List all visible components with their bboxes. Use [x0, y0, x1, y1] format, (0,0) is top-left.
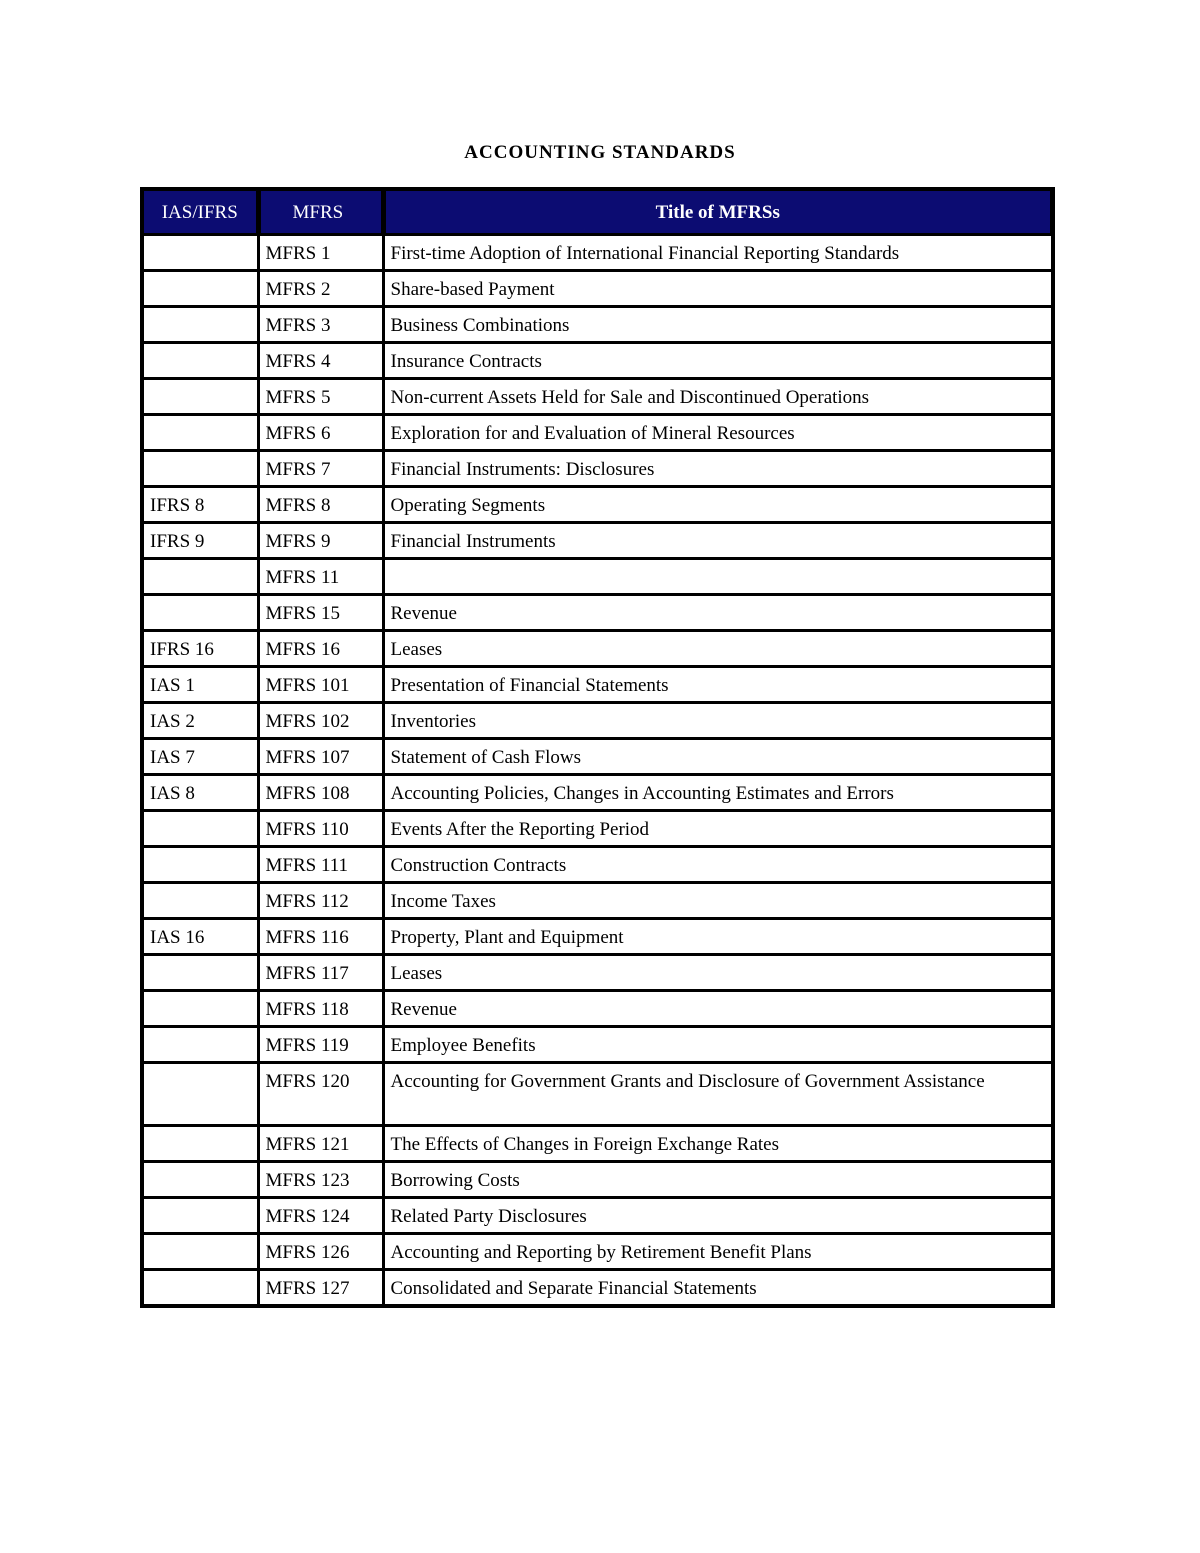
- mfrs-cell: MFRS 7: [258, 451, 383, 487]
- mfrs-title-cell: First-time Adoption of International Financial Reporting Standards: [383, 235, 1053, 271]
- mfrs-cell: MFRS 111: [258, 847, 383, 883]
- table-row: [142, 379, 1053, 415]
- mfrs-cell: MFRS 107: [258, 739, 383, 775]
- mfrs-cell: MFRS 112: [258, 883, 383, 919]
- mfrs-cell: MFRS 11: [258, 559, 383, 595]
- mfrs-title-cell: Presentation of Financial Statements: [383, 667, 1053, 703]
- ias-ifrs-cell: [142, 343, 258, 379]
- mfrs-cell: MFRS 8: [258, 487, 383, 523]
- ias-ifrs-cell: [142, 847, 258, 883]
- ias-ifrs-cell: [142, 271, 258, 307]
- mfrs-cell: MFRS 127: [258, 1270, 383, 1307]
- ias-ifrs-cell: [142, 883, 258, 919]
- mfrs-cell: MFRS 9: [258, 523, 383, 559]
- ias-ifrs-cell: IAS 8: [142, 775, 258, 811]
- mfrs-cell: MFRS 6: [258, 415, 383, 451]
- mfrs-title-cell: Accounting and Reporting by Retirement Benefit Plans: [383, 1234, 1053, 1270]
- mfrs-title-cell: Statement of Cash Flows: [383, 739, 1053, 775]
- table-row: [142, 487, 1053, 523]
- ias-ifrs-cell: IFRS 9: [142, 523, 258, 559]
- table-row: [142, 883, 1053, 919]
- ias-ifrs-cell: [142, 559, 258, 595]
- table-row: [142, 739, 1053, 775]
- mfrs-cell: MFRS 123: [258, 1162, 383, 1198]
- ias-ifrs-cell: [142, 415, 258, 451]
- table-row: [142, 991, 1053, 1027]
- header-row: [142, 189, 1053, 235]
- mfrs-title-cell: Revenue: [383, 595, 1053, 631]
- table-row: [142, 703, 1053, 739]
- table-row: [142, 1027, 1053, 1063]
- ias-ifrs-cell: IAS 2: [142, 703, 258, 739]
- mfrs-title-cell: Revenue: [383, 991, 1053, 1027]
- ias-ifrs-cell: [142, 1162, 258, 1198]
- ias-ifrs-cell: [142, 235, 258, 271]
- table-row: [142, 1063, 1053, 1126]
- ias-ifrs-cell: [142, 307, 258, 343]
- mfrs-cell: MFRS 3: [258, 307, 383, 343]
- mfrs-title-cell: Insurance Contracts: [383, 343, 1053, 379]
- mfrs-title-cell: Accounting for Government Grants and Disclosure of Government Assistance: [383, 1063, 1053, 1126]
- mfrs-cell: MFRS 118: [258, 991, 383, 1027]
- mfrs-cell: MFRS 5: [258, 379, 383, 415]
- mfrs-cell: MFRS 124: [258, 1198, 383, 1234]
- mfrs-cell: MFRS 116: [258, 919, 383, 955]
- header-mfrs: MFRS: [258, 189, 383, 235]
- mfrs-title-cell: Events After the Reporting Period: [383, 811, 1053, 847]
- mfrs-title-cell: Accounting Policies, Changes in Accounting Estimates and Errors: [383, 775, 1053, 811]
- table-row: [142, 415, 1053, 451]
- table-row: [142, 559, 1053, 595]
- mfrs-title-cell: Borrowing Costs: [383, 1162, 1053, 1198]
- mfrs-cell: MFRS 15: [258, 595, 383, 631]
- table-row: [142, 523, 1053, 559]
- table-row: [142, 1126, 1053, 1162]
- ias-ifrs-cell: IAS 7: [142, 739, 258, 775]
- ias-ifrs-cell: IAS 16: [142, 919, 258, 955]
- table-row: [142, 775, 1053, 811]
- ias-ifrs-cell: [142, 1234, 258, 1270]
- mfrs-title-cell: Employee Benefits: [383, 1027, 1053, 1063]
- mfrs-title-cell: Exploration for and Evaluation of Mineral Resources: [383, 415, 1053, 451]
- table-row: [142, 1270, 1053, 1307]
- ias-ifrs-cell: [142, 595, 258, 631]
- mfrs-cell: MFRS 4: [258, 343, 383, 379]
- mfrs-title-cell: Non-current Assets Held for Sale and Discontinued Operations: [383, 379, 1053, 415]
- table-row: [142, 1162, 1053, 1198]
- table-row: [142, 919, 1053, 955]
- mfrs-title-cell: Leases: [383, 955, 1053, 991]
- mfrs-title-cell: Business Combinations: [383, 307, 1053, 343]
- ias-ifrs-cell: [142, 811, 258, 847]
- mfrs-title-cell: Construction Contracts: [383, 847, 1053, 883]
- mfrs-title-cell: Operating Segments: [383, 487, 1053, 523]
- ias-ifrs-cell: [142, 991, 258, 1027]
- page-title: ACCOUNTING STANDARDS: [464, 142, 736, 163]
- table-row: [142, 631, 1053, 667]
- ias-ifrs-cell: [142, 1198, 258, 1234]
- table-row: [142, 235, 1053, 271]
- mfrs-title-cell: Income Taxes: [383, 883, 1053, 919]
- mfrs-title-cell: Leases: [383, 631, 1053, 667]
- mfrs-cell: MFRS 2: [258, 271, 383, 307]
- mfrs-cell: MFRS 110: [258, 811, 383, 847]
- mfrs-title-cell: Consolidated and Separate Financial Statements: [383, 1270, 1053, 1307]
- ias-ifrs-cell: [142, 1126, 258, 1162]
- ias-ifrs-cell: [142, 1270, 258, 1307]
- mfrs-title-cell: Property, Plant and Equipment: [383, 919, 1053, 955]
- table-row: [142, 955, 1053, 991]
- mfrs-title-cell: Financial Instruments: Disclosures: [383, 451, 1053, 487]
- table-header: [142, 189, 1053, 235]
- header-ias-ifrs: IAS/IFRS: [142, 189, 258, 235]
- mfrs-cell: MFRS 121: [258, 1126, 383, 1162]
- table-row: [142, 1198, 1053, 1234]
- ias-ifrs-cell: IFRS 16: [142, 631, 258, 667]
- mfrs-cell: MFRS 101: [258, 667, 383, 703]
- table-body: [142, 235, 1053, 1307]
- mfrs-cell: MFRS 1: [258, 235, 383, 271]
- table-row: [142, 307, 1053, 343]
- mfrs-cell: MFRS 119: [258, 1027, 383, 1063]
- table-row: [142, 1234, 1053, 1270]
- ias-ifrs-cell: [142, 955, 258, 991]
- table-row: [142, 595, 1053, 631]
- table-row: [142, 847, 1053, 883]
- ias-ifrs-cell: IFRS 8: [142, 487, 258, 523]
- table-row: [142, 343, 1053, 379]
- ias-ifrs-cell: [142, 379, 258, 415]
- table-row: [142, 451, 1053, 487]
- mfrs-title-cell: [383, 559, 1053, 595]
- mfrs-title-cell: Inventories: [383, 703, 1053, 739]
- table-row: [142, 811, 1053, 847]
- header-title-of-mfrss: Title of MFRSs: [383, 189, 1053, 235]
- mfrs-cell: MFRS 108: [258, 775, 383, 811]
- ias-ifrs-cell: [142, 1027, 258, 1063]
- mfrs-title-cell: Share-based Payment: [383, 271, 1053, 307]
- standards-table: [140, 187, 1055, 1308]
- ias-ifrs-cell: [142, 1063, 258, 1126]
- mfrs-cell: MFRS 16: [258, 631, 383, 667]
- mfrs-cell: MFRS 117: [258, 955, 383, 991]
- mfrs-title-cell: Financial Instruments: [383, 523, 1053, 559]
- ias-ifrs-cell: IAS 1: [142, 667, 258, 703]
- mfrs-cell: MFRS 120: [258, 1063, 383, 1126]
- table-row: [142, 271, 1053, 307]
- table-row: [142, 667, 1053, 703]
- mfrs-cell: MFRS 126: [258, 1234, 383, 1270]
- mfrs-title-cell: The Effects of Changes in Foreign Exchange Rates: [383, 1126, 1053, 1162]
- ias-ifrs-cell: [142, 451, 258, 487]
- mfrs-cell: MFRS 102: [258, 703, 383, 739]
- mfrs-title-cell: Related Party Disclosures: [383, 1198, 1053, 1234]
